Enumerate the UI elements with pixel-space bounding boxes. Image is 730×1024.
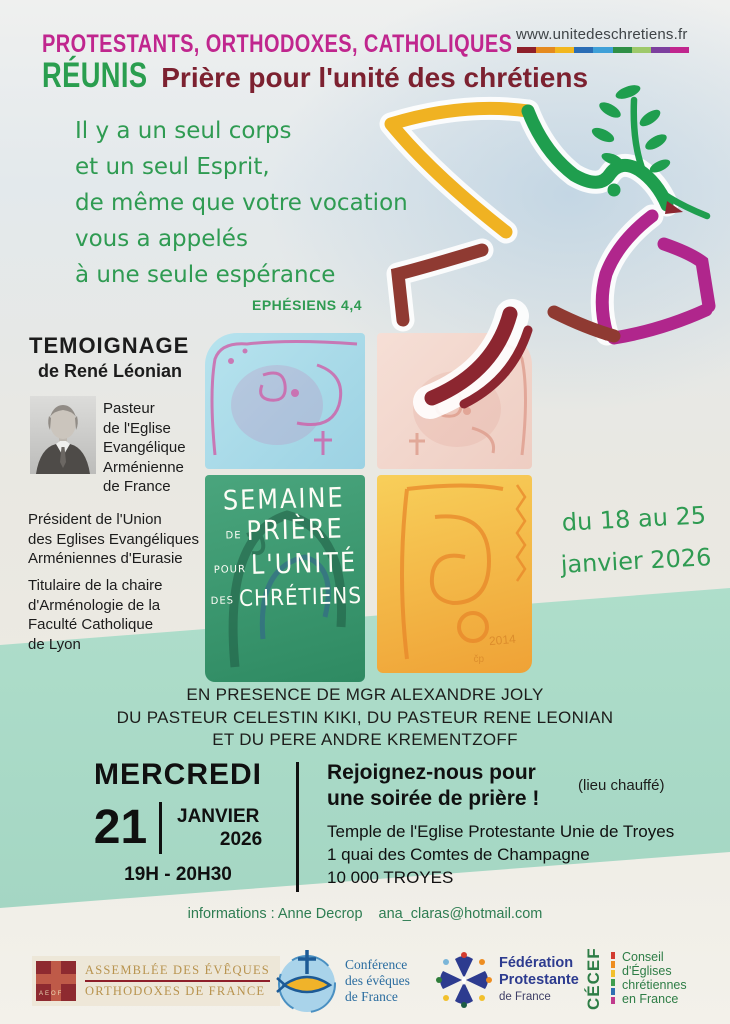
role-line: Titulaire de la chaire (28, 577, 163, 594)
artwork-panel-pink (377, 333, 532, 469)
week-of-prayer-title (205, 483, 365, 611)
cecef-logo (584, 946, 687, 1010)
role-line: Evangélique (103, 439, 186, 456)
quote-line: Il y a un seul corps (75, 118, 292, 144)
event-day-number: 21 (93, 801, 148, 854)
cecef-color-bar-icon (611, 952, 615, 1004)
quote-line: de même que votre vocation (75, 190, 408, 216)
temoignage-subtitle: de René Léonian (38, 361, 183, 381)
quote-line: vous a appelés (75, 226, 248, 252)
week-word: DE (225, 530, 242, 542)
temoignage-title: TEMOIGNAGE (29, 333, 190, 358)
venue-line: 10 000 TROYES (327, 868, 454, 887)
quote-line: à une seule espérance (75, 262, 336, 288)
date-divider (159, 802, 162, 854)
fpf-line: de France (499, 990, 551, 1003)
role-line: de France (103, 478, 171, 495)
quote-line: et un seul Esprit, (75, 154, 270, 180)
presence-line: ET DU PERE ANDRE KREMENTZOFF (212, 730, 518, 749)
reunis-word: RÉUNIS (42, 56, 148, 95)
event-time: 19H - 20H30 (124, 864, 232, 885)
cef-line: des évêques (345, 973, 410, 988)
rene-leonian-photo (30, 396, 96, 474)
artwork-panel-blue (205, 333, 365, 469)
event-date-block (60, 758, 296, 886)
artwork-artist-mark: čp (473, 654, 484, 665)
week-word: POUR (213, 564, 247, 576)
contact-info (0, 906, 730, 922)
event-year: 2026 (219, 829, 263, 850)
temoignage-role-1 (103, 399, 186, 497)
website-color-bar (517, 47, 689, 53)
week-word: DES (210, 595, 235, 607)
website-url[interactable]: www.unitedeschretiens.fr (516, 26, 688, 43)
vertical-divider (296, 762, 299, 892)
role-line: Faculté Catholique (28, 616, 154, 633)
role-line: des Eglises Evangéliques (28, 530, 199, 548)
partner-logos (0, 944, 730, 1020)
aeof-line: ORTHODOXES DE FRANCE (85, 984, 266, 998)
week-word: PRIÈRE (246, 512, 345, 547)
role-line: Président de l'Union (28, 511, 162, 528)
cecef-line: d'Églises (622, 964, 672, 978)
contact-label: informations : Anne Decrop (187, 906, 363, 922)
fpf-cross-icon (436, 952, 492, 1008)
invitation-text (327, 760, 539, 812)
invite-line: une soirée de prière ! (327, 787, 540, 810)
role-line: Arménienne (103, 458, 184, 476)
fpf-line: Fédération (499, 954, 574, 971)
artwork-year-mark: 2014 (488, 631, 517, 649)
scripture-reference: EPHÉSIENS 4,4 (252, 297, 362, 313)
fpf-line: Protestante (499, 971, 579, 988)
ornament-icon (377, 333, 532, 469)
cecef-line: chrétiennes (622, 978, 687, 992)
invite-line: Rejoignez-nous pour (327, 761, 536, 784)
week-dates-line: du 18 au 25 (561, 501, 707, 537)
cef-fish-icon (276, 948, 338, 1014)
event-month: JANVIER (177, 806, 260, 827)
role-line: d'Arménologie de la (28, 596, 161, 614)
event-day-name: MERCREDI (93, 758, 262, 791)
audience-line: PROTESTANTS, ORTHODOXES, CATHOLIQUES (42, 30, 513, 58)
cecef-acronym: CÉCEF (584, 947, 603, 1010)
cef-line: de France (345, 989, 398, 1004)
presence-lines (0, 684, 730, 752)
role-line: de l'Eglise (103, 419, 171, 437)
venue-line: 1 quai des Comtes de Champagne (327, 845, 590, 864)
aeof-line: ASSEMBLÉE DES ÉVÊQUES (85, 963, 270, 977)
fpf-logo (436, 952, 579, 1008)
cef-logo (276, 948, 410, 1014)
presence-line: EN PRESENCE DE MGR ALEXANDRE JOLY (186, 685, 544, 704)
artwork-panel-green (205, 475, 365, 682)
cecef-line: en France (622, 992, 679, 1006)
aeof-acronym: AEOF (39, 991, 64, 997)
temoignage-role-2 (28, 510, 199, 569)
role-line: Pasteur (103, 400, 155, 417)
presence-line: DU PASTEUR CELESTIN KIKI, DU PASTEUR RENE LEONIAN (116, 707, 614, 727)
aeof-logo (32, 956, 280, 1006)
role-line: Arméniennes d'Eurasie (28, 550, 183, 567)
ornament-icon (205, 333, 365, 469)
temoignage-role-3 (28, 576, 163, 654)
artwork-panel-orange (377, 475, 532, 673)
aeof-divider (85, 980, 270, 982)
heated-venue-note: (lieu chauffé) (578, 777, 665, 794)
week-word: CHRÉTIENS (238, 581, 363, 612)
week-dates-line: janvier 2026 (560, 543, 713, 579)
role-line: de Lyon (28, 635, 81, 653)
contact-email[interactable]: ana_claras@hotmail.com (378, 906, 543, 922)
page-title: Prière pour l'unité des chrétiens (161, 62, 589, 93)
week-word: L'UNITÉ (250, 546, 358, 581)
week-dates (543, 493, 727, 586)
cef-line: Conférence (345, 957, 408, 972)
week-word: SEMAINE (222, 481, 345, 517)
aeof-cross-icon (36, 961, 76, 1001)
venue-line: Temple de l'Eglise Protestante Unie de Troyes (327, 822, 675, 841)
cecef-line: Conseil (622, 950, 664, 964)
scripture-quote (75, 113, 408, 293)
venue-address (327, 820, 674, 889)
title-line (42, 56, 588, 96)
